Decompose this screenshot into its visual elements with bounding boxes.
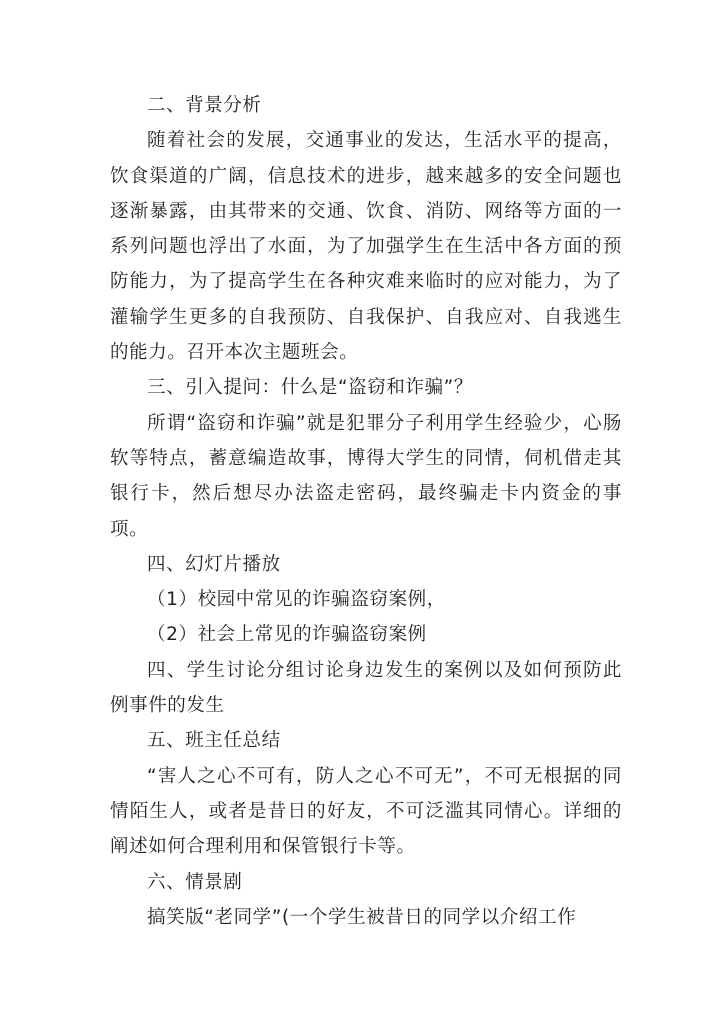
list-item-society-cases: （2）社会上常见的诈骗盗窃案例 xyxy=(147,624,427,646)
section-heading-question: 三、引入提问：什么是“盗窃和诈骗”？ xyxy=(147,377,473,399)
section-heading-slides: 四、幻灯片播放 xyxy=(147,553,281,575)
paragraph-definition: 所谓“盗窃和诈骗”就是犯罪分子利用学生经验少，心肠软等特点，蓄意编造故事，博得大学生的同情，伺机借走其银行卡，然后想尽办法盗走密码，最终骗走卡内资金的事项。 xyxy=(110,412,622,540)
list-item-campus-cases: （1）校园中常见的诈骗盗窃案例， xyxy=(147,589,446,611)
section-heading-summary: 五、班主任总结 xyxy=(147,730,281,752)
section-heading-skit: 六、情景剧 xyxy=(147,871,243,893)
section-heading-discussion: 四、学生讨论分组讨论身边发生的案例以及如何预防此例事件的发生 xyxy=(110,659,622,717)
paragraph-summary: “害人之心不可有，防人之心不可无”，不可无根据的同情陌生人，或者是昔日的好友，不可泛滥其同情心。详细的阐述如何合理利用和保管银行卡等。 xyxy=(110,765,622,858)
document-body xyxy=(110,88,622,935)
paragraph-skit: 搞笑版“老同学”(一个学生被昔日的同学以介绍工作 xyxy=(147,906,577,928)
section-heading-background: 二、背景分析 xyxy=(147,95,262,116)
paragraph-background: 随着社会的发展，交通事业的发达，生活水平的提高，饮食渠道的广阔，信息技术的进步，越来越多的安全问题也逐渐暴露，由其带来的交通、饮食、消防、网络等方面的一系列问题也浮出了水面，为了加强学生在生活中各方面的预防能力，为了提高学生在各种灾难来临时的应对能力，为了灌输学生更多的自我预防、自我保护、自我应对、自我逃生的能力。召开本次主题班会。 xyxy=(110,130,622,364)
